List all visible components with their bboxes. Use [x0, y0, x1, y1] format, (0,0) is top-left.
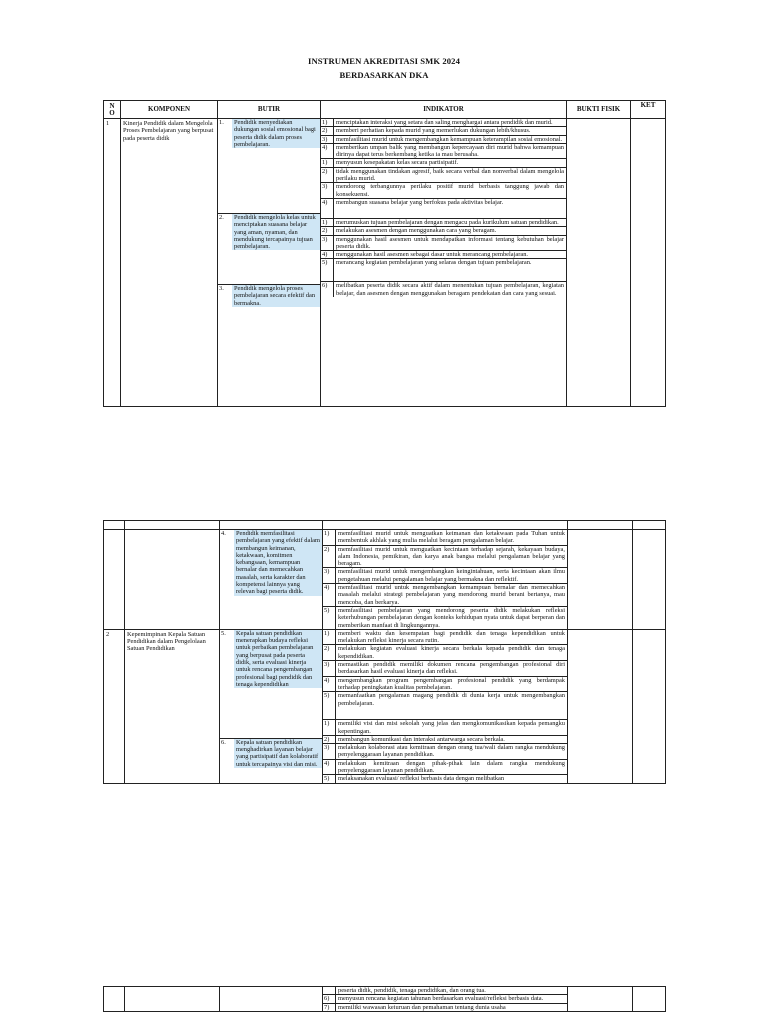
- ket-cell: [633, 530, 666, 630]
- indikator-item: 1) memberi waktu dan kesempatan bagi pendidik dan tenaga kependidikan untuk melakukan refleksi kinerja secara rutin.: [324, 629, 565, 645]
- bukti-fisik-cell: [568, 987, 633, 1012]
- indikator-item: 5) memanfaatkan pengalaman magang pendidik di dunia kerja untuk mengembangkan pembelajaran.: [323, 692, 567, 720]
- instrument-table-page-3: [103, 986, 666, 1012]
- indikator-item: 3) memastikan pendidik memiliki dokumen rencana pengembangan profesional diri berdasarkan hasil evaluasi kinerja dan refleksi.: [324, 661, 565, 676]
- indikator-item: 6) menyusun rencana kegiatan tahunan berdasarkan evaluasi/refleksi berbasis data.: [323, 995, 567, 1003]
- document-title: INSTRUMEN AKREDITASI SMK 2024: [308, 56, 460, 66]
- indikator-item: 2) melakukan kegiatan evaluasi kinerja secara berkala kepada pendidik dan tenaga kependidikan.: [324, 645, 565, 660]
- indikator-item: 4) membangun suasana belajar yang berfokus pada aktivitas belajar.: [321, 199, 566, 219]
- indikator-item: 3) melakukan kolaborasi atau kemitraan dengan orang tua/wali dalam rangka mendukung penyelenggaraan layanan pendidikan.: [324, 744, 565, 759]
- butir-item: 2. Pendidik mengelola kelas untuk menciptakan suasana belajar yang aman, nyaman, dan mendukung tercapainya tujuan pembelajaran.: [218, 214, 320, 285]
- header-komponen: KOMPONEN: [121, 101, 218, 119]
- indikator-column: [323, 530, 568, 630]
- header-no: N O: [104, 101, 121, 119]
- indikator-column: [323, 987, 568, 1012]
- bukti-fisik-cell: [567, 119, 631, 407]
- butir-item: 4. Pendidik memfasilitasi pembelajaran yang efektif dalam membangun keimanan, ketakwaan, komitmen kebangsaan, kemampuan bernalar dan memecahkan masalah, serta karakter dan kompetensi lainnya yang relevan bagi peserta didik.: [220, 530, 322, 596]
- butir-item: 5. Kepala satuan pendidikan menerapkan budaya refleksi untuk perbaikan pembelajaran yang berpusat pada peserta didik, serta evaluasi kinerja untuk rencana pengembangan profesional bagi pendidik dan tenaga kependidikan: [220, 630, 322, 739]
- komponen-cell: Kinerja Pendidik dalam Mengelola Proses Pembelajaran yang berpusat pada peserta didik: [121, 119, 218, 407]
- header-butir: BUTIR: [218, 101, 321, 119]
- bukti-fisik-cell: [568, 530, 633, 630]
- indikator-item: 3) memfasilitasi murid untuk mengembangkan kemampuan keterampilan sosial emosional.: [321, 136, 566, 144]
- indikator-column: [323, 629, 568, 783]
- indikator-item: 1) menyusun kesepakatan kelas secara partisipatif.: [321, 159, 566, 167]
- butir-item: 3. Pendidik mengelola proses pembelajaran secara efektif dan bermakna.: [218, 285, 320, 406]
- butir-item: 1. Pendidik menyediakan dukungan sosial emosional bagi peserta didik dalam proses pembelajaran.: [218, 119, 320, 214]
- butir-column: [218, 119, 321, 407]
- indikator-item: peserta didik, pendidik, tenaga pendidikan, dan orang tua.: [323, 987, 567, 995]
- indikator-item: 3) menggunakan hasil asesmen untuk mendapatkan informasi tentang kebutuhan belajar peserta didik.: [322, 235, 564, 250]
- indikator-item: 5) memfasilitasi pembelajaran yang mendorong peserta didik melakukan refleksi keterhubungan pembelajaran dengan konteks kehidupan nyata untuk dapat berperan dan memberikan manfaat di lingkungannya.: [324, 606, 565, 629]
- indikator-item: 1) memiliki visi dan misi sekolah yang jelas dan mengkomunikasikan kepada pemangku kepentingan.: [324, 720, 565, 735]
- indikator-item: 4) memberikan umpan balik yang membangun kepercayaan diri murid bahwa kemampuan dirinya dapat terus berkembang ketika ia mau berusaha.: [322, 143, 564, 159]
- ket-cell: [633, 629, 666, 783]
- header-bukti-fisik: BUKTI FISIK: [567, 101, 631, 119]
- indikator-item: 1) menciptakan interaksi yang setara dan saling menghargai antara pendidik dan murid.: [321, 119, 566, 127]
- row-number: 2: [104, 629, 125, 783]
- indikator-item: 1) merumuskan tujuan pembelajaran dengan mengacu pada kurikulum satuan pendidikan.: [321, 219, 566, 227]
- document-subtitle: BERDASARKAN DKA: [339, 70, 429, 80]
- indikator-item: 2) memberi perhatian kepada murid yang memerlukan dukungan lebih/khusus.: [321, 127, 566, 135]
- butir-item: 6. Kepala satuan pendidikan menghadirkan layanan belajar yang partisipatif dan kolaboratif untuk tercapainya visi dan misi.: [220, 739, 322, 768]
- ket-cell: [633, 987, 666, 1012]
- indikator-item: 4) mengembangkan program pengembangan profesional pendidik yang berdampak terhadap peningkatan kualitas pembelajaran.: [324, 676, 565, 691]
- indikator-item: 2) melakukan asesmen dengan menggunakan cara yang beragam.: [321, 227, 566, 235]
- bukti-fisik-cell: [568, 629, 633, 783]
- butir-column: [220, 629, 323, 783]
- ket-cell: [631, 119, 666, 407]
- row-number: 1: [104, 119, 121, 407]
- komponen-cell: Kepemimpinan Kepala Satuan Pendidikan dalam Pengelolaan Satuan Pendidikan: [125, 629, 220, 783]
- indikator-item: 4) menggunakan hasil asesmen sebagai dasar untuk merancang pembelajaran.: [321, 251, 566, 259]
- indikator-item: 3) mendorong terbangunnya perilaku positif murid berbasis tanggung jawab dan konsekuensi.: [322, 183, 564, 198]
- header-indikator: INDIKATOR: [321, 101, 567, 119]
- indikator-item: 2) tidak menggunakan tindakan agresif, baik secara verbal dan nonverbal dalam mengelola perilaku murid.: [322, 167, 564, 183]
- header-ket: KET: [631, 101, 666, 119]
- indikator-item: 7) memiliki wawasan keiuruan dan pemahaman tentang dunia usaha: [324, 1003, 506, 1011]
- indikator-item: 5) melaksanakan evaluasi/ refleksi berbasis data dengan melibatkan: [324, 775, 505, 783]
- indikator-item: 4) memfasilitasi murid untuk mengembangkan kemampuan bernalar dan memecahkan masalah melalui strategi pembelajaran yang mendorong murid berani bertanya, mau mencoba, dan berkarya.: [324, 584, 565, 606]
- indikator-item: 3) memfasilitasi murid untuk mengembangkan keingintahuan, serta kecintaan akan ilmu pengetahuan melalui pengalaman belajar yang bermakna dan reflektif.: [324, 568, 565, 583]
- indikator-item: 4) melakukan kemitraan dengan pihak-pihak lain dalam rangka mendukung penyelenggaraan layanan pendidikan.: [324, 759, 565, 775]
- instrument-table-page-2: [103, 520, 666, 784]
- indikator-item: 6) melibatkan peserta didik secara aktif dalam menentukan tujuan pembelajaran, kegiatan belajar, dan asesmen dengan menggunakan beragam pendekatan dan cara yang sesuai.: [322, 282, 564, 297]
- indikator-item: 5) merancang kegiatan pembelajaran yang selaras dengan tujuan pembelajaran.: [321, 259, 566, 282]
- indikator-item: 2) membangun komunikasi dan interaksi antarwarga secara berkala.: [323, 736, 567, 744]
- indikator-item: 1) memfasilitasi murid untuk menguatkan keimanan dan ketakwaan pada Tuhan untuk membentuk akhlak yang mulia melalui beragam pengalaman belajar.: [324, 530, 565, 545]
- instrument-table-page-1: [103, 100, 666, 407]
- indikator-column: [321, 119, 567, 407]
- indikator-item: 2) memfasilitasi murid untuk menguatkan kecintaan terhadap sejarah, kekayaan budaya, alam Indonesia, pemikiran, dan karya anak bangsa melalui pengalaman belajar yang beragam.: [324, 545, 565, 568]
- butir-column: [220, 530, 323, 630]
